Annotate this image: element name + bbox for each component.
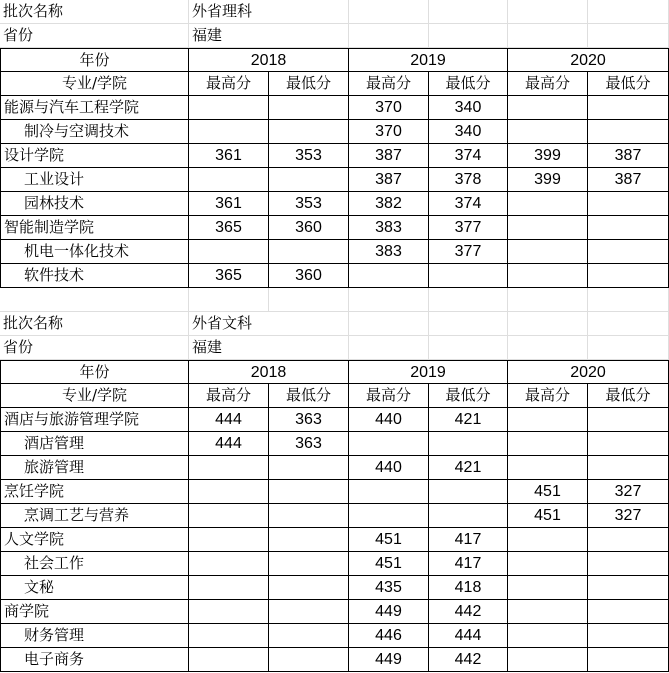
empty-cell[interactable] [588,336,669,360]
score-cell[interactable] [429,504,508,528]
empty-cell[interactable] [588,24,669,48]
score-cell[interactable]: 387 [588,144,669,168]
score-cell[interactable] [189,168,269,192]
empty-cell[interactable] [508,312,588,336]
score-cell[interactable]: 363 [269,432,349,456]
score-cell[interactable] [588,192,669,216]
score-cell[interactable]: 442 [429,600,508,624]
major-name-cell[interactable]: 园林技术 [0,192,189,216]
score-cell[interactable]: 399 [508,144,588,168]
college-name-cell[interactable]: 设计学院 [0,144,189,168]
score-cell[interactable] [588,96,669,120]
score-cell[interactable] [189,120,269,144]
score-cell[interactable] [349,504,429,528]
score-cell[interactable] [349,432,429,456]
major-name-cell[interactable]: 工业设计 [0,168,189,192]
score-cell[interactable] [189,552,269,576]
score-cell[interactable] [508,192,588,216]
score-cell[interactable] [189,600,269,624]
score-cell[interactable] [189,240,269,264]
score-cell[interactable] [588,648,669,672]
score-cell[interactable] [588,240,669,264]
score-cell[interactable] [189,528,269,552]
score-cell[interactable] [189,576,269,600]
major-name-cell[interactable]: 社会工作 [0,552,189,576]
score-cell[interactable] [588,456,669,480]
score-cell[interactable]: 327 [588,504,669,528]
score-cell[interactable] [508,648,588,672]
score-cell[interactable] [508,432,588,456]
score-cell[interactable] [429,432,508,456]
year-2020-header-cell[interactable]: 2020 [508,360,669,384]
score-cell[interactable] [588,216,669,240]
score-cell[interactable]: 449 [349,600,429,624]
college-name-cell[interactable]: 烹饪学院 [0,480,189,504]
score-cell[interactable]: 451 [508,480,588,504]
spacer-row-cell[interactable] [429,288,508,312]
max-score-header-cell[interactable]: 最高分 [508,384,588,408]
max-score-header-cell[interactable]: 最高分 [508,72,588,96]
score-cell[interactable]: 363 [269,408,349,432]
year-2019-header-cell[interactable]: 2019 [349,360,508,384]
year-2018-header-cell[interactable]: 2018 [189,360,349,384]
score-cell[interactable] [508,408,588,432]
major-name-cell[interactable]: 软件技术 [0,264,189,288]
spacer-row-cell[interactable] [508,288,588,312]
score-cell[interactable]: 387 [588,168,669,192]
province-label-cell[interactable]: 省份 [0,336,189,360]
major-header-cell[interactable]: 专业/学院 [0,384,189,408]
min-score-header-cell[interactable]: 最低分 [269,72,349,96]
score-cell[interactable]: 361 [189,192,269,216]
spacer-row-cell[interactable] [0,288,189,312]
score-cell[interactable]: 399 [508,168,588,192]
score-cell[interactable] [269,528,349,552]
empty-cell[interactable] [429,24,508,48]
score-cell[interactable]: 383 [349,216,429,240]
score-cell[interactable] [508,600,588,624]
score-cell[interactable]: 444 [189,408,269,432]
empty-cell[interactable] [508,0,588,24]
min-score-header-cell[interactable]: 最低分 [429,384,508,408]
score-cell[interactable]: 451 [349,528,429,552]
score-cell[interactable]: 360 [269,264,349,288]
score-cell[interactable] [269,600,349,624]
empty-cell[interactable] [429,312,508,336]
score-cell[interactable]: 451 [349,552,429,576]
score-cell[interactable]: 449 [349,648,429,672]
score-cell[interactable]: 365 [189,264,269,288]
empty-cell[interactable] [429,0,508,24]
score-cell[interactable] [588,576,669,600]
score-cell[interactable]: 377 [429,216,508,240]
score-cell[interactable]: 417 [429,552,508,576]
score-cell[interactable] [269,240,349,264]
score-cell[interactable] [189,456,269,480]
empty-cell[interactable] [349,0,429,24]
score-cell[interactable]: 353 [269,144,349,168]
min-score-header-cell[interactable]: 最低分 [269,384,349,408]
max-score-header-cell[interactable]: 最高分 [349,72,429,96]
college-name-cell[interactable]: 能源与汽车工程学院 [0,96,189,120]
empty-cell[interactable] [508,336,588,360]
score-cell[interactable] [508,456,588,480]
score-cell[interactable] [508,552,588,576]
score-cell[interactable] [588,528,669,552]
major-name-cell[interactable]: 烹调工艺与营养 [0,504,189,528]
score-cell[interactable] [429,264,508,288]
score-cell[interactable] [508,624,588,648]
province-value-cell[interactable]: 福建 [189,336,349,360]
score-cell[interactable]: 340 [429,120,508,144]
spacer-row-cell[interactable] [349,288,429,312]
score-cell[interactable]: 365 [189,216,269,240]
score-cell[interactable]: 417 [429,528,508,552]
major-name-cell[interactable]: 酒店管理 [0,432,189,456]
empty-cell[interactable] [349,24,429,48]
score-cell[interactable]: 353 [269,192,349,216]
score-cell[interactable]: 377 [429,240,508,264]
score-cell[interactable] [269,456,349,480]
score-cell[interactable]: 327 [588,480,669,504]
score-cell[interactable] [269,504,349,528]
province-label-cell[interactable]: 省份 [0,24,189,48]
college-name-cell[interactable]: 智能制造学院 [0,216,189,240]
college-name-cell[interactable]: 人文学院 [0,528,189,552]
batch-label-cell[interactable]: 批次名称 [0,312,189,336]
college-name-cell[interactable]: 酒店与旅游管理学院 [0,408,189,432]
score-cell[interactable] [269,96,349,120]
score-cell[interactable] [588,264,669,288]
score-cell[interactable]: 378 [429,168,508,192]
year-2019-header-cell[interactable]: 2019 [349,48,508,72]
score-cell[interactable]: 340 [429,96,508,120]
score-cell[interactable] [588,120,669,144]
major-name-cell[interactable]: 制冷与空调技术 [0,120,189,144]
score-cell[interactable] [588,624,669,648]
major-name-cell[interactable]: 文秘 [0,576,189,600]
score-cell[interactable]: 444 [429,624,508,648]
score-cell[interactable] [269,120,349,144]
score-cell[interactable] [508,528,588,552]
score-cell[interactable]: 383 [349,240,429,264]
score-cell[interactable] [508,120,588,144]
score-cell[interactable]: 360 [269,216,349,240]
score-cell[interactable] [189,480,269,504]
score-cell[interactable] [508,264,588,288]
score-cell[interactable]: 374 [429,144,508,168]
score-cell[interactable] [269,480,349,504]
year-2020-header-cell[interactable]: 2020 [508,48,669,72]
empty-cell[interactable] [429,336,508,360]
score-cell[interactable]: 421 [429,408,508,432]
score-cell[interactable]: 442 [429,648,508,672]
score-cell[interactable] [349,264,429,288]
score-cell[interactable] [269,648,349,672]
score-cell[interactable] [189,624,269,648]
major-name-cell[interactable]: 财务管理 [0,624,189,648]
batch-label-cell[interactable]: 批次名称 [0,0,189,24]
spacer-row-cell[interactable] [189,288,269,312]
major-header-cell[interactable]: 专业/学院 [0,72,189,96]
score-cell[interactable]: 361 [189,144,269,168]
spacer-row-cell[interactable] [269,288,349,312]
major-name-cell[interactable]: 旅游管理 [0,456,189,480]
year-2018-header-cell[interactable]: 2018 [189,48,349,72]
college-name-cell[interactable]: 商学院 [0,600,189,624]
score-cell[interactable] [269,576,349,600]
score-cell[interactable] [189,96,269,120]
score-cell[interactable]: 418 [429,576,508,600]
score-cell[interactable] [269,552,349,576]
score-cell[interactable] [508,216,588,240]
empty-cell[interactable] [349,336,429,360]
score-cell[interactable]: 435 [349,576,429,600]
batch-value-cell[interactable]: 外省文科 [189,312,349,336]
major-name-cell[interactable]: 电子商务 [0,648,189,672]
batch-value-cell[interactable]: 外省理科 [189,0,349,24]
score-cell[interactable] [588,552,669,576]
score-cell[interactable]: 446 [349,624,429,648]
score-cell[interactable]: 451 [508,504,588,528]
score-cell[interactable]: 421 [429,456,508,480]
score-cell[interactable] [508,96,588,120]
empty-cell[interactable] [588,0,669,24]
empty-cell[interactable] [508,24,588,48]
score-cell[interactable] [189,504,269,528]
score-cell[interactable] [269,168,349,192]
max-score-header-cell[interactable]: 最高分 [189,384,269,408]
score-cell[interactable] [429,480,508,504]
score-cell[interactable] [508,576,588,600]
province-value-cell[interactable]: 福建 [189,24,349,48]
max-score-header-cell[interactable]: 最高分 [349,384,429,408]
min-score-header-cell[interactable]: 最低分 [429,72,508,96]
score-cell[interactable]: 382 [349,192,429,216]
score-cell[interactable] [349,480,429,504]
spacer-row-cell[interactable] [588,288,669,312]
max-score-header-cell[interactable]: 最高分 [189,72,269,96]
min-score-header-cell[interactable]: 最低分 [588,384,669,408]
score-cell[interactable] [189,648,269,672]
score-cell[interactable]: 444 [189,432,269,456]
score-cell[interactable] [588,408,669,432]
score-cell[interactable]: 370 [349,120,429,144]
score-cell[interactable]: 374 [429,192,508,216]
year-header-cell[interactable]: 年份 [0,48,189,72]
year-header-cell[interactable]: 年份 [0,360,189,384]
score-cell[interactable]: 387 [349,168,429,192]
min-score-header-cell[interactable]: 最低分 [588,72,669,96]
score-cell[interactable]: 387 [349,144,429,168]
score-cell[interactable]: 440 [349,408,429,432]
score-cell[interactable] [588,600,669,624]
score-cell[interactable]: 370 [349,96,429,120]
score-cell[interactable] [508,240,588,264]
score-cell[interactable] [269,624,349,648]
empty-cell[interactable] [588,312,669,336]
score-cell[interactable]: 440 [349,456,429,480]
score-cell[interactable] [588,432,669,456]
major-name-cell[interactable]: 机电一体化技术 [0,240,189,264]
empty-cell[interactable] [349,312,429,336]
